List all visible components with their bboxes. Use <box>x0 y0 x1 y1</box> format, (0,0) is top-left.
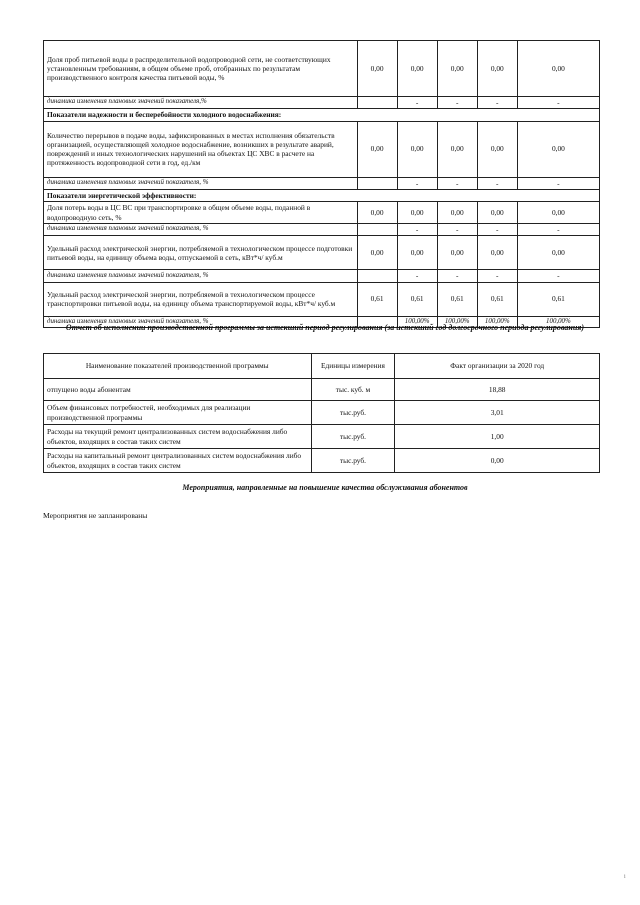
table-row <box>44 224 600 236</box>
value-cell <box>357 224 397 236</box>
report-title: Отчет об исполнении производственной программы за истекший период регулирования (за истекший год долгосрочного периода регулирования) <box>65 323 585 332</box>
value-cell: - <box>397 270 437 282</box>
section-header-row <box>44 109 600 121</box>
value-cell: 0,00 <box>477 202 517 224</box>
value-cell: - <box>437 270 477 282</box>
indicator-label: Удельный расход электрической энергии, потребляемой в технологическом процессе транспортировки питьевой воды, на единицу объема транспортируемой воды, кВт*ч/ куб.м <box>44 282 358 316</box>
value-cell <box>357 177 397 189</box>
value-cell: 0,61 <box>437 282 477 316</box>
row-unit: тыс.руб. <box>311 449 395 473</box>
value-cell: - <box>517 270 599 282</box>
dynamics-label: динамика изменения плановых значений показателя, % <box>44 270 358 282</box>
value-cell: 0,00 <box>397 121 437 177</box>
value-cell: 100,00% <box>477 316 517 328</box>
table-row <box>44 236 600 270</box>
value-cell: 100,00% <box>437 316 477 328</box>
table-row <box>44 202 600 224</box>
value-cell: 0,00 <box>357 202 397 224</box>
value-cell: 100,00% <box>517 316 599 328</box>
value-cell: - <box>517 177 599 189</box>
dynamics-label: динамика изменения плановых значений показателя, % <box>44 177 358 189</box>
value-cell: 0,00 <box>357 41 397 97</box>
measures-note: Мероприятия не запланированы <box>43 511 148 520</box>
value-cell: - <box>517 224 599 236</box>
indicator-label: Доля проб питьевой воды в распределительной водопроводной сети, не соответствующих установленным требованиям, в общем объеме проб, отобранных по результатам производственного контроля качества питьевой воды, % <box>44 41 358 97</box>
row-value: 18,88 <box>395 379 600 401</box>
row-name: Объем финансовых потребностей, необходимых для реализации производственной программы <box>44 401 312 425</box>
row-value: 1,00 <box>395 425 600 449</box>
table-row <box>44 379 600 401</box>
value-cell: 0,00 <box>477 121 517 177</box>
value-cell: 0,00 <box>517 41 599 97</box>
indicator-label: Удельный расход электрической энергии, потребляемой в технологическом процессе подготовки питьевой воды, на единицу объема воды, отпускаемой в сеть, кВт*ч/ куб.м <box>44 236 358 270</box>
value-cell: - <box>437 224 477 236</box>
column-header: Единицы измерения <box>311 354 395 379</box>
value-cell <box>357 97 397 109</box>
dynamics-label: динамика изменения плановых значений показателя,% <box>44 97 358 109</box>
report-table <box>43 353 600 473</box>
table-row <box>44 449 600 473</box>
value-cell: - <box>477 177 517 189</box>
dynamics-label: динамика изменения плановых значений показателя, % <box>44 224 358 236</box>
column-header: Наименование показателей производственной программы <box>44 354 312 379</box>
row-name: Расходы на капитальный ремонт централизованных систем водоснабжения либо объектов, входящих в состав таких систем <box>44 449 312 473</box>
value-cell: - <box>397 177 437 189</box>
indicator-label: Количество перерывов в подаче воды, зафиксированных в местах исполнения обязательств организацией, осуществляющей холодное водоснабжение, возникших в результате аварий, повреждений и иных технологических нарушений на объектах ЦС ХВС в расчете на протяженность водопроводной сети в год, ед./км <box>44 121 358 177</box>
value-cell: 0,00 <box>517 121 599 177</box>
section-energy-title: Показатели энергетической эффективности: <box>44 189 600 201</box>
value-cell: - <box>397 97 437 109</box>
value-cell: - <box>477 224 517 236</box>
value-cell: 0,00 <box>357 121 397 177</box>
value-cell: 0,61 <box>357 282 397 316</box>
table-row <box>44 121 600 177</box>
value-cell: - <box>517 97 599 109</box>
value-cell: - <box>477 270 517 282</box>
row-name: отпущено воды абонентам <box>44 379 312 401</box>
value-cell: 0,00 <box>517 236 599 270</box>
row-value: 0,00 <box>395 449 600 473</box>
value-cell: 0,00 <box>357 236 397 270</box>
table-row <box>44 401 600 425</box>
value-cell: 0,61 <box>517 282 599 316</box>
value-cell: 0,00 <box>477 236 517 270</box>
table-row <box>44 270 600 282</box>
edge-mark: і <box>624 874 626 880</box>
value-cell: - <box>437 177 477 189</box>
value-cell: 0,00 <box>437 41 477 97</box>
value-cell: 0,00 <box>437 202 477 224</box>
dynamics-label: динамика изменения плановых значений показателя, % <box>44 316 358 328</box>
value-cell: 0,00 <box>437 236 477 270</box>
value-cell: - <box>437 97 477 109</box>
value-cell: 0,00 <box>397 202 437 224</box>
table-row <box>44 97 600 109</box>
value-cell: 100,00% <box>397 316 437 328</box>
indicators-table <box>43 40 600 328</box>
row-name: Расходы на текущий ремонт централизованных систем водоснабжения либо объектов, входящих в состав таких систем <box>44 425 312 449</box>
value-cell: 0,00 <box>477 41 517 97</box>
row-unit: тыс.руб. <box>311 425 395 449</box>
table-row <box>44 282 600 316</box>
section-header-row <box>44 189 600 201</box>
section-reliability-title: Показатели надежности и бесперебойности холодного водоснабжения: <box>44 109 600 121</box>
value-cell: 0,61 <box>477 282 517 316</box>
value-cell: - <box>477 97 517 109</box>
value-cell: 0,00 <box>437 121 477 177</box>
row-unit: тыс. куб. м <box>311 379 395 401</box>
value-cell: 0,00 <box>517 202 599 224</box>
table-row <box>44 425 600 449</box>
value-cell: 0,00 <box>397 41 437 97</box>
value-cell: 0,00 <box>397 236 437 270</box>
measures-title: Мероприятия, направленные на повышение качества обслуживания абонентов <box>182 483 468 492</box>
value-cell: 0,61 <box>397 282 437 316</box>
row-value: 3,01 <box>395 401 600 425</box>
indicator-label: Доля потерь воды в ЦС ВС при транспортировке в общем объеме воды, поданной в водопроводную сеть, % <box>44 202 358 224</box>
table-row <box>44 177 600 189</box>
column-header: Факт организации за 2020 год <box>395 354 600 379</box>
table-row <box>44 41 600 97</box>
table-header-row <box>44 354 600 379</box>
value-cell: - <box>397 224 437 236</box>
row-unit: тыс.руб. <box>311 401 395 425</box>
value-cell <box>357 270 397 282</box>
